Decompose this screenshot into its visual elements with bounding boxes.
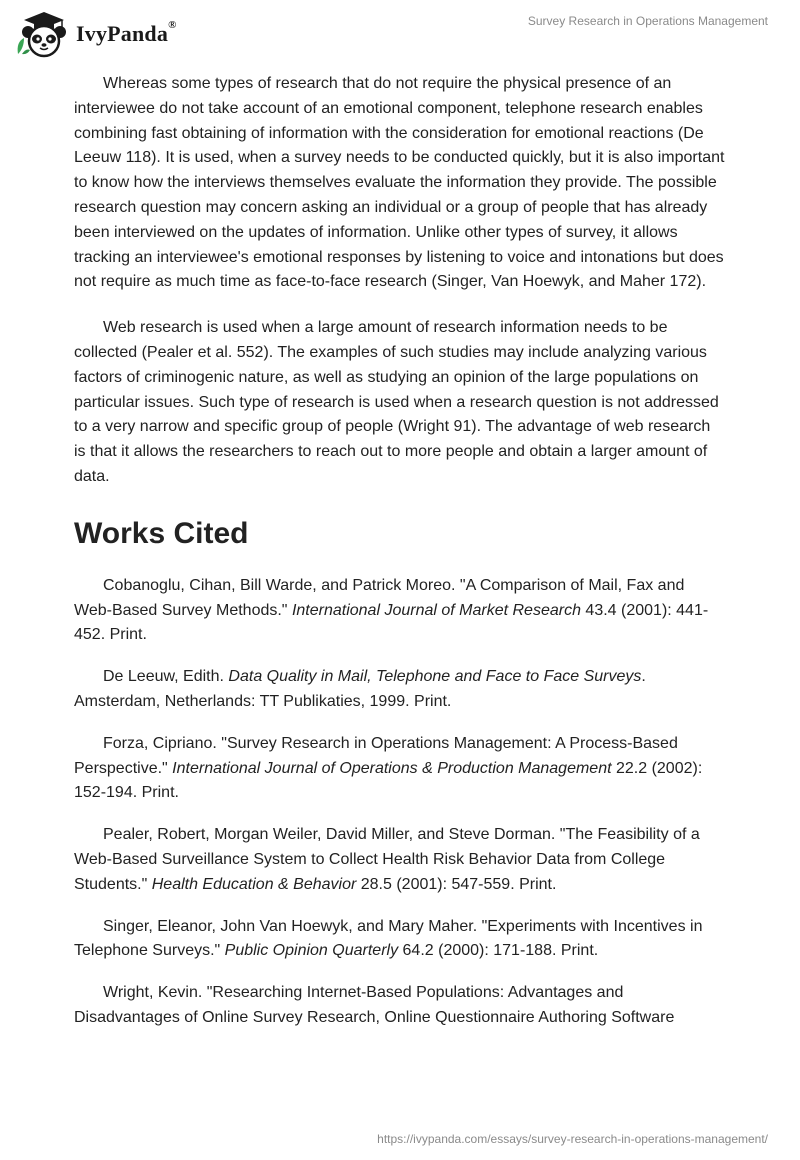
panda-graduate-icon xyxy=(14,10,70,58)
citation-entry: Pealer, Robert, Morgan Weiler, David Miller, and Steve Dorman. "The Feasibility of a Web-Based Surveillance System to Collect Health Risk Behavior Data from College Students." Health Education & Behavior 28.5 (2001): 547-559. Print. xyxy=(74,826,700,893)
essay-content xyxy=(74,72,726,1048)
citation-entry: De Leeuw, Edith. Data Quality in Mail, Telephone and Face to Face Surveys. Amsterdam, Netherlands: TT Publikaties, 1999. Print. xyxy=(74,668,646,710)
source-url-link[interactable]: https://ivypanda.com/essays/survey-research-in-operations-management/ xyxy=(377,1132,768,1146)
body-paragraph: Whereas some types of research that do not require the physical presence of an interviewee do not take account of an emotional component, telephone research enables combining fast obtaining of information with the consideration for emotional reactions (De Leeuw 118). It is used, when a survey needs to be conducted quickly, but it is also important to know how the interviews themselves evaluate the information they provide. The possible research question may concern asking an individual or a group of people that has already been interviewed on the updates of information. Unlike other types of survey, it allows tracking an interviewee's emotional responses by listening to voice and intonations but does not require as much time as face-to-face research (Singer, Van Hoewyk, and Maher 172). xyxy=(74,75,725,291)
works-cited-heading: Works Cited xyxy=(74,516,249,550)
document-title: Survey Research in Operations Management xyxy=(527,14,768,28)
citation-entry: Wright, Kevin. "Researching Internet-Based Populations: Advantages and Disadvantages of Online Survey Research, Online Questionnaire Authoring Software xyxy=(74,984,675,1026)
citation-entry: Cobanoglu, Cihan, Bill Warde, and Patrick Moreo. "A Comparison of Mail, Fax and Web-Based Survey Methods." International Journal of Market Research 43.4 (2001): 441-452. Print. xyxy=(74,576,709,644)
ivypanda-logo[interactable] xyxy=(14,10,177,58)
citation-entry: Singer, Eleanor, John Van Hoewyk, and Mary Maher. "Experiments with Incentives in Telephone Surveys." Public Opinion Quarterly 64.2 (2000): 171-188. Print. xyxy=(74,917,703,960)
body-paragraph: Web research is used when a large amount of research information needs to be collected (Pealer et al. 552). The examples of such studies may include analyzing various factors of criminogenic nature, as well as studying an opinion of the large populations on particular issues. Such type of research is used when a research question is not addressed to a very narrow and specific group of people (Wright 91). The advantage of web research is that it allows the researchers to reach out to more people and obtain a larger amount of data. xyxy=(74,319,719,485)
page-header xyxy=(0,0,800,64)
brand-name: IvyPanda® xyxy=(76,19,177,46)
citation-entry: Forza, Cipriano. "Survey Research in Operations Management: A Process-Based Perspective." International Journal of Operations & Production Management 22.2 (2002): 152-194. Print. xyxy=(74,734,703,802)
